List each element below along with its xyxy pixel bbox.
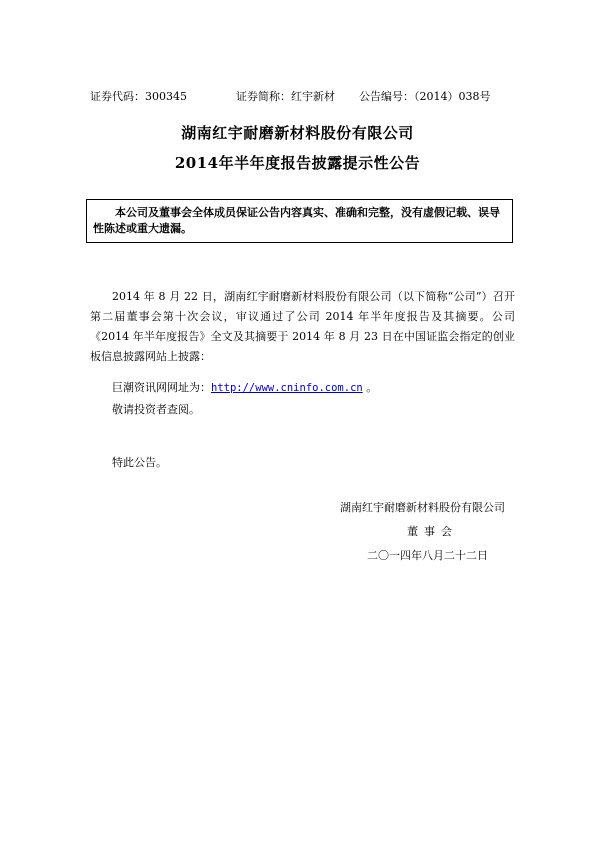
notice-title: 2014年半年度报告披露提示性公告 bbox=[174, 154, 421, 172]
website-line bbox=[112, 380, 377, 396]
signature-date: 二〇一四年八月二十二日 bbox=[367, 549, 488, 562]
company-title: 湖南红宇耐磨新材料股份有限公司 bbox=[181, 124, 414, 142]
cninfo-link[interactable]: http://www.cninfo.com.cn bbox=[211, 382, 363, 394]
stock-abbreviation: 证券简称：红宇新材 bbox=[236, 90, 335, 103]
signature-company: 湖南红宇耐磨新材料股份有限公司 bbox=[340, 501, 505, 514]
body-paragraph: 2014 年 8 月 22 日，湖南红宇耐磨新材料股份有限公司（以下简称“公司”）召开第二届董事会第十次会议，审议通过了公司 2014 年半年度报告及其摘要。公司《2014 年半年度报告》全文及其摘要于 2014 年 8 月 23 日在中国证监会指定的创业板信息披露网站上披露： bbox=[90, 290, 515, 363]
notice-number: 公告编号：（2014）038号 bbox=[359, 90, 491, 103]
signature-board: 董事会 bbox=[407, 525, 458, 538]
website-label: 巨潮资讯网网址为： bbox=[112, 381, 211, 394]
disclaimer-box: 本公司及董事会全体成员保证公告内容真实、准确和完整，没有虚假记载、误导性陈述或重大遗漏。 bbox=[86, 199, 513, 243]
closing-line: 特此公告。 bbox=[112, 456, 167, 469]
stock-code: 证券代码：300345 bbox=[90, 90, 187, 103]
read-notice-line: 敬请投资者查阅。 bbox=[112, 403, 200, 416]
website-line-end: 。 bbox=[362, 381, 378, 394]
